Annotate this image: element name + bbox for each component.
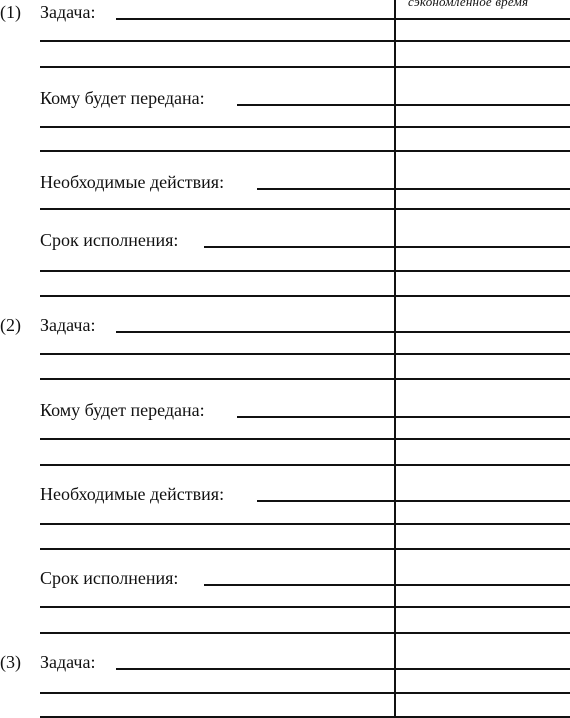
field-label: Срок исполнения: [40, 230, 179, 250]
answer-line[interactable] [116, 331, 570, 333]
answer-line[interactable] [116, 18, 570, 20]
section-number: (1) [0, 2, 21, 22]
field-label: Необходимые действия: [40, 172, 225, 192]
answer-line[interactable] [40, 270, 570, 272]
answer-line[interactable] [40, 632, 570, 634]
answer-line[interactable] [40, 378, 570, 380]
answer-line[interactable] [116, 668, 570, 670]
answer-line[interactable] [40, 150, 570, 152]
answer-line[interactable] [40, 208, 570, 210]
answer-line[interactable] [204, 584, 570, 586]
answer-line[interactable] [40, 523, 570, 525]
field-label: Задача: [40, 2, 96, 22]
answer-line[interactable] [40, 126, 570, 128]
field-label: Задача: [40, 315, 96, 335]
answer-line[interactable] [40, 716, 570, 718]
answer-line[interactable] [40, 295, 570, 297]
field-label: Кому будет передана: [40, 400, 205, 420]
answer-line[interactable] [257, 188, 570, 190]
section-number: (3) [0, 652, 21, 672]
field-label: Задача: [40, 652, 96, 672]
field-label: Кому будет передана: [40, 88, 205, 108]
section-number: (2) [0, 315, 21, 335]
answer-line[interactable] [204, 246, 570, 248]
answer-line[interactable] [40, 606, 570, 608]
answer-line[interactable] [40, 438, 570, 440]
answer-line[interactable] [40, 548, 570, 550]
answer-line[interactable] [40, 692, 570, 694]
field-label: Срок исполнения: [40, 568, 179, 588]
answer-line[interactable] [40, 464, 570, 466]
answer-line[interactable] [237, 104, 570, 106]
time-saved-column-header: сэкономленное время [408, 0, 529, 9]
field-label: Необходимые действия: [40, 484, 225, 504]
answer-line[interactable] [40, 353, 570, 355]
answer-line[interactable] [40, 66, 570, 68]
answer-line[interactable] [237, 416, 570, 418]
answer-line[interactable] [40, 40, 570, 42]
column-divider [394, 0, 396, 718]
answer-line[interactable] [257, 500, 570, 502]
